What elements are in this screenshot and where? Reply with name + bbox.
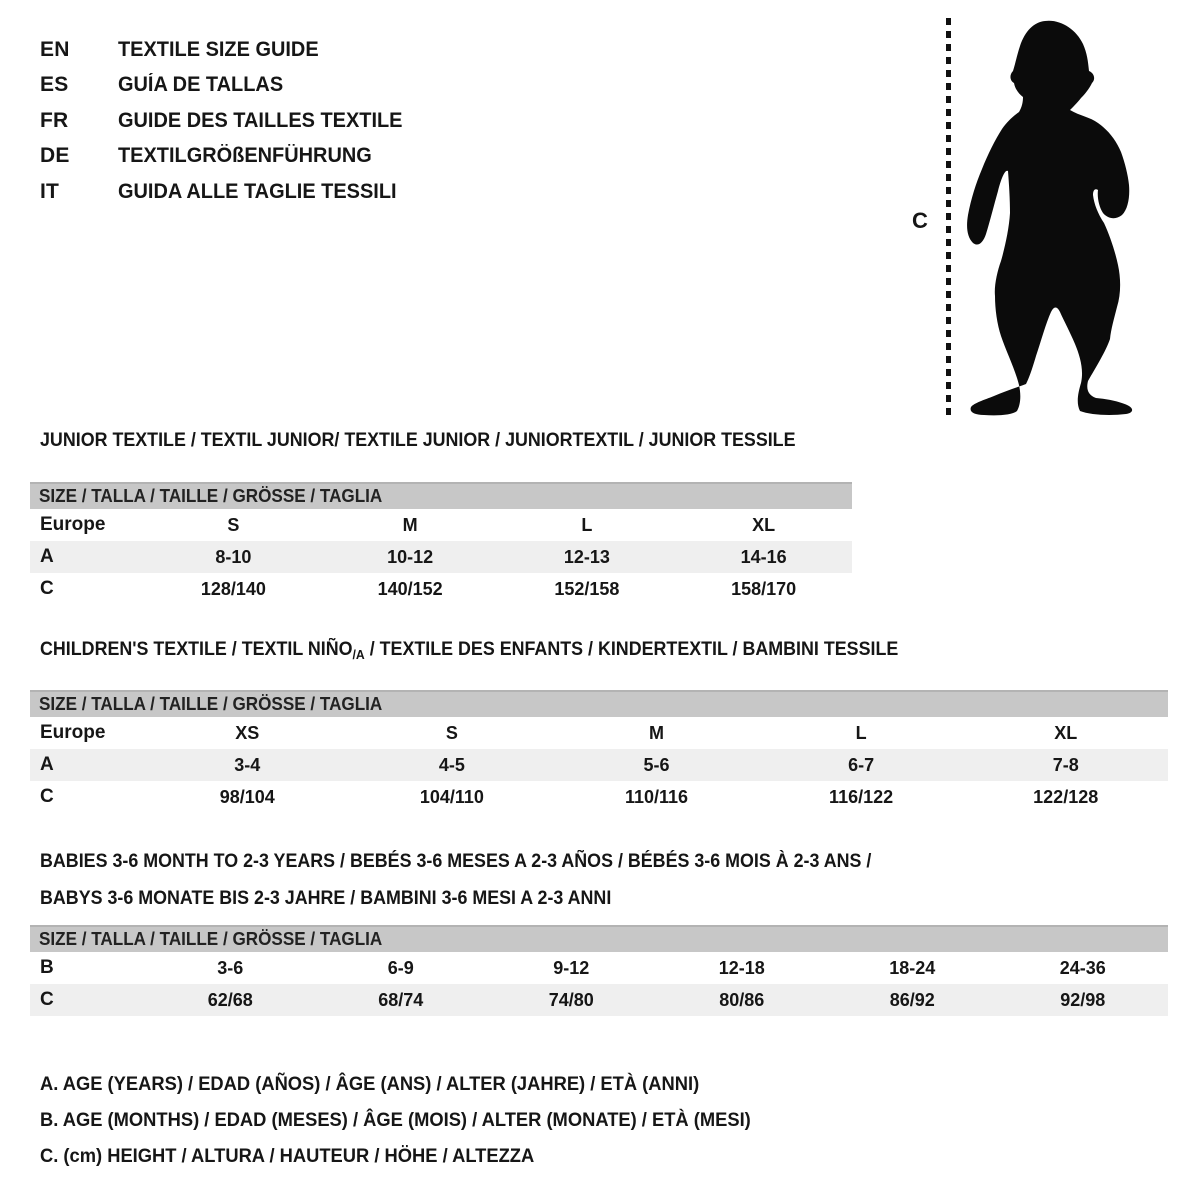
cell: 158/170 — [731, 578, 797, 599]
row-label: C — [40, 786, 54, 807]
cell: 92/98 — [1060, 989, 1106, 1010]
cell: 3-4 — [234, 754, 261, 775]
size-header-label: SIZE / TALLA / TAILLE / GRÖSSE / TAGLIA — [39, 694, 383, 714]
cell: 86/92 — [889, 989, 935, 1010]
cell: M — [402, 514, 418, 535]
size-header-band — [30, 482, 852, 509]
guide-title-it: GUIDA ALLE TAGLIE TESSILI — [118, 179, 397, 203]
cell: XS — [235, 722, 260, 743]
table-row-height — [30, 781, 1168, 813]
cell: L — [855, 722, 867, 743]
cell: 8-10 — [215, 546, 252, 567]
table-row-height — [30, 984, 1168, 1016]
lang-code: EN — [40, 37, 70, 61]
size-header-band — [30, 925, 1168, 952]
lang-row-de — [40, 139, 417, 175]
babies-title-line2: BABYS 3-6 MONATE BIS 2-3 JAHRE / BAMBINI 3-6 MESI A 2-3 ANNI — [40, 888, 612, 909]
lang-row-fr — [40, 103, 417, 139]
lang-row-es — [40, 68, 417, 104]
table-row-age — [30, 541, 852, 573]
cell: 62/68 — [207, 989, 253, 1010]
lang-row-it — [40, 174, 417, 210]
row-label: B — [40, 957, 54, 978]
cell: 68/74 — [378, 989, 424, 1010]
junior-size-table — [30, 482, 852, 605]
legend-line-a: A. AGE (YEARS) / EDAD (AÑOS) / ÂGE (ANS) / ALTER (JAHRE) / ETÀ (ANNI) — [40, 1073, 700, 1095]
cell: 116/122 — [829, 786, 894, 807]
row-label: C — [40, 989, 54, 1010]
row-label: Europe — [40, 514, 106, 535]
row-label: Europe — [40, 722, 106, 743]
cell: 6-9 — [387, 957, 414, 978]
legend-line-c: C. (cm) HEIGHT / ALTURA / HAUTEUR / HÖHE / ALTEZZA — [40, 1145, 535, 1167]
cell: 7-8 — [1052, 754, 1079, 775]
size-header-band — [30, 690, 1168, 717]
lang-code: FR — [40, 108, 69, 132]
row-label: A — [40, 546, 54, 567]
cell: 5-6 — [643, 754, 670, 775]
height-dashed-line — [946, 18, 951, 416]
cell: 14-16 — [740, 546, 787, 567]
cell: 18-24 — [889, 957, 936, 978]
cell: S — [445, 722, 458, 743]
table-row-age — [30, 749, 1168, 781]
cell: 128/140 — [200, 578, 266, 599]
toddler-silhouette-icon — [963, 14, 1138, 420]
cell: L — [581, 514, 593, 535]
cell: 9-12 — [553, 957, 590, 978]
cell: 12-13 — [563, 546, 610, 567]
size-header-label: SIZE / TALLA / TAILLE / GRÖSSE / TAGLIA — [39, 929, 383, 949]
guide-title-de: TEXTILGRÖßENFÜHRUNG — [118, 144, 372, 168]
size-header-label: SIZE / TALLA / TAILLE / GRÖSSE / TAGLIA — [39, 486, 383, 506]
cell: 80/86 — [719, 989, 765, 1010]
row-label: A — [40, 754, 54, 775]
lang-code: IT — [40, 179, 60, 203]
cell: 24-36 — [1059, 957, 1106, 978]
table-row-height — [30, 573, 852, 605]
babies-size-table — [30, 925, 1168, 1016]
row-label: C — [40, 578, 54, 599]
language-title-list — [40, 32, 417, 210]
measurement-legend — [40, 1066, 796, 1174]
cell: 140/152 — [377, 578, 443, 599]
table-row-europe — [30, 717, 1168, 749]
cell: XL — [1054, 722, 1078, 743]
cell: 122/128 — [1033, 786, 1099, 807]
cell: XL — [752, 514, 776, 535]
lang-code: DE — [40, 144, 70, 168]
children-title-part1: CHILDREN'S TEXTILE / TEXTIL NIÑO — [40, 639, 353, 660]
cell: S — [227, 514, 240, 535]
guide-title-fr: GUIDE DES TAILLES TEXTILE — [118, 108, 403, 132]
junior-section-title: JUNIOR TEXTILE / TEXTIL JUNIOR/ TEXTILE JUNIOR / JUNIORTEXTIL / JUNIOR TESSILE — [40, 430, 796, 451]
cell: 74/80 — [548, 989, 594, 1010]
cell: 110/116 — [624, 786, 689, 807]
table-row-age-months — [30, 952, 1168, 984]
cell: 98/104 — [219, 786, 275, 807]
cell: 10-12 — [387, 546, 434, 567]
lang-code: ES — [40, 73, 69, 97]
children-title-part2: / TEXTILE DES ENFANTS / KINDERTEXTIL / BAMBINI TESSILE — [364, 639, 899, 660]
cell: 6-7 — [848, 754, 875, 775]
children-section-title — [40, 639, 898, 662]
cell: 12-18 — [718, 957, 765, 978]
cell: 3-6 — [217, 957, 244, 978]
cell: M — [648, 722, 664, 743]
table-row-europe — [30, 509, 852, 541]
cell: 152/158 — [554, 578, 620, 599]
guide-title-en: TEXTILE SIZE GUIDE — [118, 37, 319, 61]
legend-line-b: B. AGE (MONTHS) / EDAD (MESES) / ÂGE (MOIS) / ALTER (MONATE) / ETÀ (MESI) — [40, 1109, 751, 1131]
cell: 4-5 — [438, 754, 465, 775]
children-title-sub: /A — [352, 647, 365, 662]
babies-title-line1: BABIES 3-6 MONTH TO 2-3 YEARS / BEBÉS 3-6 MESES A 2-3 AÑOS / BÉBÉS 3-6 MOIS À 2-3 ANS / — [40, 851, 872, 872]
lang-row-en — [40, 32, 417, 68]
children-size-table — [30, 690, 1168, 813]
guide-title-es: GUÍA DE TALLAS — [118, 73, 284, 97]
height-line-label: C — [912, 208, 928, 233]
cell: 104/110 — [419, 786, 484, 807]
babies-section-title — [40, 843, 871, 917]
